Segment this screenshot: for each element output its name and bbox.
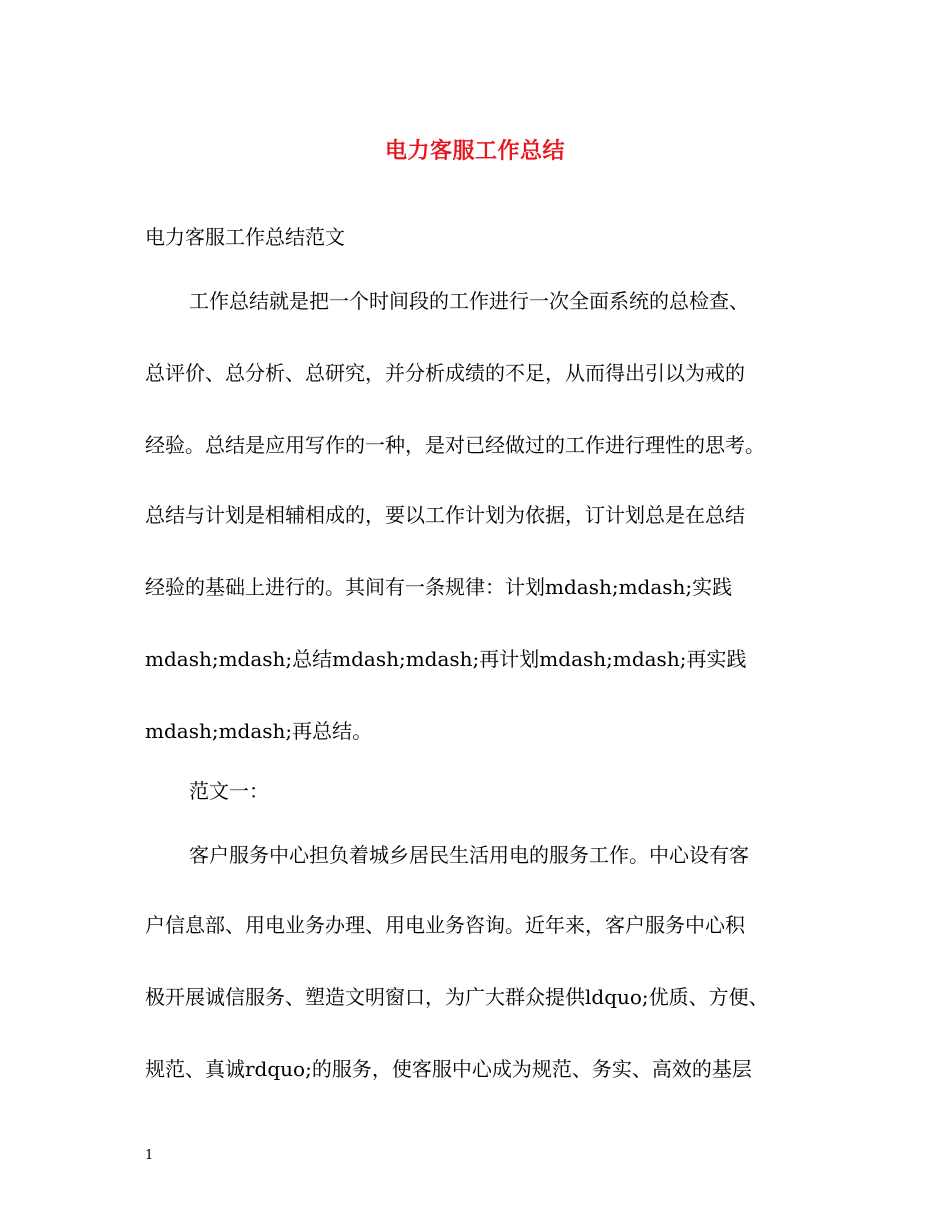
paragraph-line: 工作总结就是把一个时间段的工作进行一次全面系统的总检查、 — [189, 289, 749, 313]
section-heading: 范文一： — [189, 779, 269, 803]
document-title: 电力客服工作总结 — [384, 138, 565, 164]
paragraph-line: 客户服务中心担负着城乡居民生活用电的服务工作。中心设有客 — [189, 843, 749, 867]
paragraph-line: 总评价、总分析、总研究，并分析成绩的不足，从而得出引以为戒的 — [145, 361, 745, 385]
paragraph-line: 户信息部、用电业务办理、用电业务咨询。近年来，客户服务中心积 — [145, 913, 745, 937]
paragraph-line: 极开展诚信服务、塑造文明窗口，为广大群众提供ldquo;优质、方便、 — [145, 985, 769, 1009]
document-subtitle: 电力客服工作总结范文 — [145, 225, 345, 249]
paragraph-line: mdash;mdash;再总结。 — [145, 719, 373, 743]
paragraph-line: 总结与计划是相辅相成的，要以工作计划为依据，订计划总是在总结 — [145, 503, 745, 527]
paragraph-line: 经验。总结是应用写作的一种，是对已经做过的工作进行理性的思考。 — [145, 433, 765, 457]
paragraph-line: mdash;mdash;总结mdash;mdash;再计划mdash;mdash;再实践 — [145, 647, 747, 671]
paragraph-line: 经验的基础上进行的。其间有一条规律：计划mdash;mdash;实践 — [145, 575, 733, 599]
page-number: 1 — [145, 1148, 154, 1163]
paragraph-line: 规范、真诚rdquo;的服务，使客服中心成为规范、务实、高效的基层 — [145, 1057, 752, 1081]
